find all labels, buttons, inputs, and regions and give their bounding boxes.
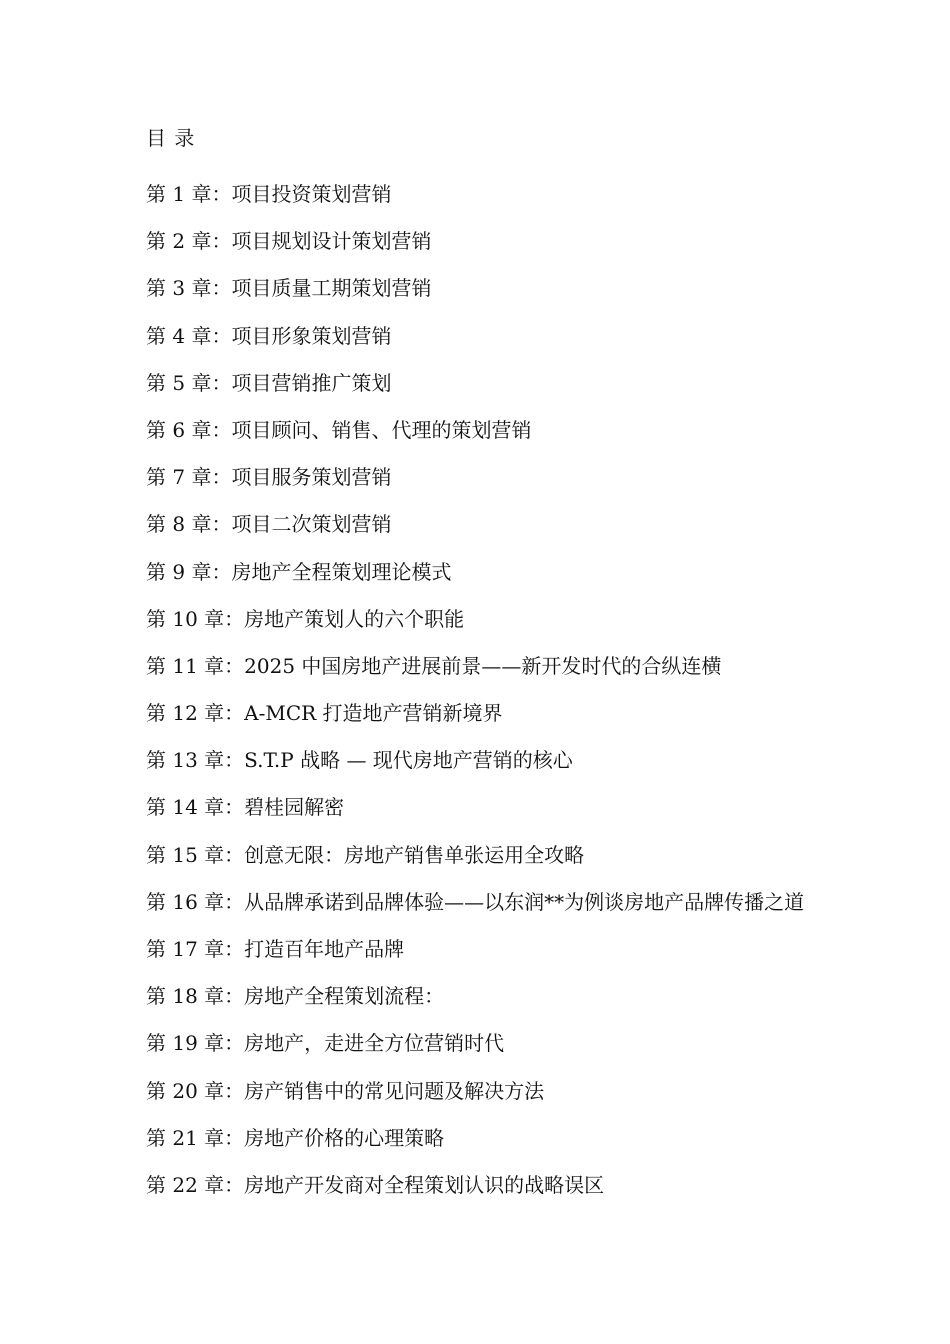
toc-item-7: 第 7 章：项目服务策划营销 <box>146 465 392 490</box>
toc-list <box>146 171 846 1209</box>
toc-item-10: 第 10 章：房地产策划人的六个职能 <box>146 606 465 631</box>
toc-item-9: 第 9 章：房地产全程策划理论模式 <box>146 559 452 584</box>
toc-item-2: 第 2 章：项目规划设计策划营销 <box>146 229 432 254</box>
toc-item-5: 第 5 章：项目营销推广策划 <box>146 370 392 395</box>
toc-item-15: 第 15 章：创意无限：房地产销售单张运用全攻略 <box>146 842 585 867</box>
toc-item-6: 第 6 章：项目顾问、销售、代理的策划营销 <box>146 417 532 442</box>
toc-item-13: 第 13 章：S.T.P 战略 — 现代房地产营销的核心 <box>146 748 573 773</box>
toc-item-22: 第 22 章：房地产开发商对全程策划认识的战略误区 <box>146 1172 605 1197</box>
toc-item-21: 第 21 章：房地产价格的心理策略 <box>146 1125 445 1150</box>
toc-item-1: 第 1 章：项目投资策划营销 <box>146 182 392 206</box>
toc-item-17: 第 17 章：打造百年地产品牌 <box>146 937 405 962</box>
toc-item-20: 第 20 章：房产销售中的常见问题及解决方法 <box>146 1078 545 1103</box>
toc-item-18: 第 18 章：房地产全程策划流程： <box>146 984 445 1009</box>
toc-item-4: 第 4 章：项目形象策划营销 <box>146 323 392 348</box>
toc-item-12: 第 12 章：A-MCR 打造地产营销新境界 <box>146 701 503 726</box>
toc-item-14: 第 14 章：碧桂园解密 <box>146 795 345 820</box>
toc-item-16: 第 16 章：从品牌承诺到品牌体验——以东润**为例谈房地产品牌传播之道 <box>146 889 805 914</box>
toc-item-11: 第 11 章：2025 中国房地产进展前景——新开发时代的合纵连横 <box>146 653 722 678</box>
toc-item-3: 第 3 章：项目质量工期策划营销 <box>146 276 432 301</box>
toc-item-19: 第 19 章：房地产，走进全方位营销时代 <box>146 1031 505 1056</box>
toc-item-8: 第 8 章：项目二次策划营销 <box>146 512 392 537</box>
toc-title: 目 录 <box>146 126 196 150</box>
